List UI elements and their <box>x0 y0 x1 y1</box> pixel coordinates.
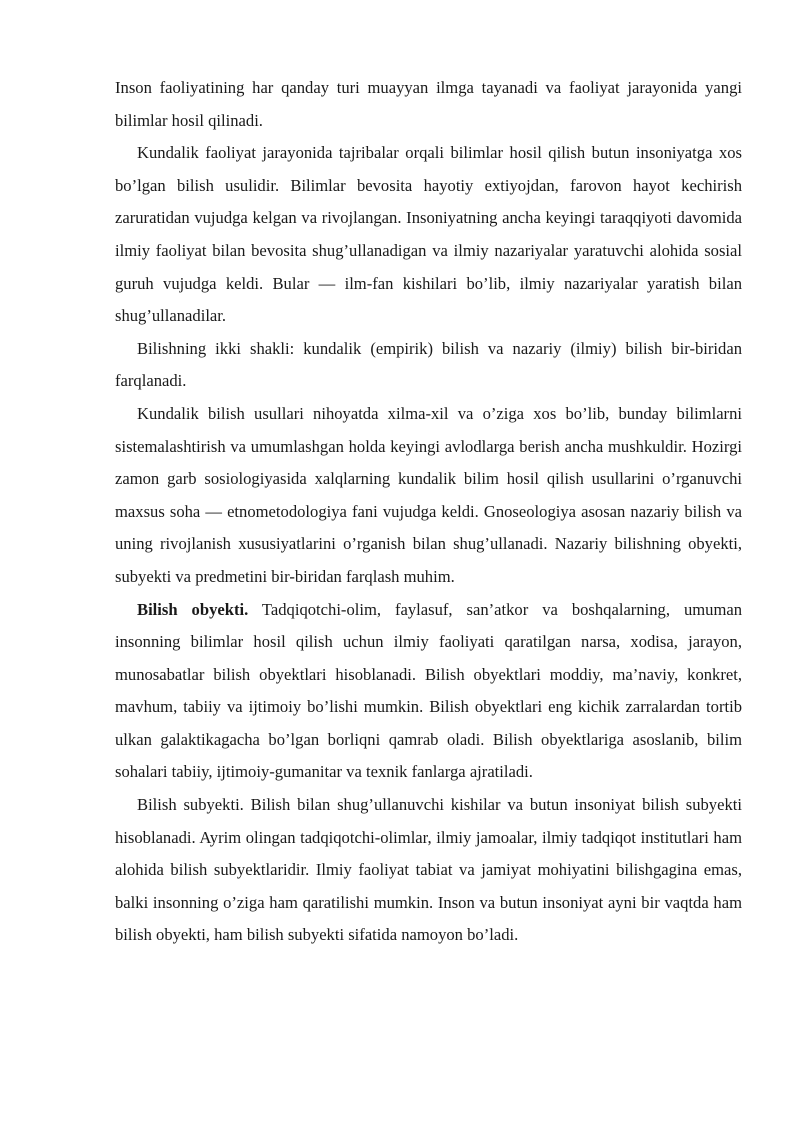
paragraph-text: Bilish subyekti. Bilish bilan shug’ullanuvchi kishilar va butun insoniyat bilish subyekti hisoblanadi. Ayrim olingan tadqiqotchi-olimlar, ilmiy jamoalar, ilmiy tadqiqot institutlari ham alohida bilish subyektlaridir. Ilmiy faoliyat tabiat va jamiyat mohiyatini bilishgagina emas, balki insonning o’ziga ham qaratilishi mumkin. Inson va butun insoniyat ayni bir vaqtda ham bilish obyekti, ham bilish subyekti sifatida namoyon bo’ladi. <box>115 795 742 945</box>
paragraph-text: Inson faoliyatining har qanday turi muayyan ilmga tayanadi va faoliyat jarayonida yangi bilimlar hosil qilinadi. <box>115 78 742 130</box>
document-page <box>115 72 742 952</box>
paragraph-lead-heading: Bilish obyekti. <box>137 599 249 619</box>
paragraph-3 <box>115 333 742 398</box>
paragraph-5 <box>115 594 742 790</box>
paragraph-text: Kundalik faoliyat jarayonida tajribalar orqali bilimlar hosil qilish butun insoniyatga xos bo’lgan bilish usulidir. Bilimlar bevosita hayotiy extiyojdan, farovon hayot kechirish zaruratidan vujudga kelgan va rivojlangan. Insoniyatning ancha keyingi taraqqiyoti davomida ilmiy faoliyat bilan bevosita shug’ullanadigan va ilmiy nazariyalar yaratuvchi alohida sosial guruh vujudga keldi. Bular — ilm-fan kishilari bo’lib, ilmiy nazariyalar yaratish bilan shug’ullanadilar. <box>115 143 742 326</box>
paragraph-6 <box>115 789 742 952</box>
paragraph-2 <box>115 137 742 333</box>
paragraph-text: Tadqiqotchi-olim, faylasuf, san’atkor va boshqalarning, umuman insonning bilimlar hosil qilish uchun ilmiy faoliyati qaratilgan narsa, xodisa, jarayon, munosabatlar bilish obyektlari hisoblanadi. Bilish obyektlari moddiy, ma’naviy, konkret, mavhum, tabiiy va ijtimoiy bo’lishi mumkin. Bilish obyektlari eng kichik zarralardan tortib ulkan galaktikagacha bo’lgan borliqni qamrab oladi. Bilish obyektlariga asoslanib, bilim sohalari tabiiy, ijtimoiy-gumanitar va texnik fanlarga ajratiladi. <box>115 599 743 782</box>
paragraph-text: Kundalik bilish usullari nihoyatda xilma-xil va o’ziga xos bo’lib, bunday bilimlarni sistemalashtirish va umumlashgan holda keyingi avlodlarga berish ancha mushkuldir. Hozirgi zamon garb sosiologiyasida xalqlarning kundalik bilim hosil qilish usullarini o’rganuvchi maxsus soha — etnometodologiya fani vujudga keldi. Gnoseologiya asosan nazariy bilish va uning rivojlanish xususiyatlarini o’rganish bilan shug’ullanadi. Nazariy bilishning obyekti, subyekti va predmetini bir-biridan farqlash muhim. <box>115 403 742 586</box>
paragraph-text: Bilishning ikki shakli: kundalik (empirik) bilish va nazariy (ilmiy) bilish bir-biridan farqlanadi. <box>115 338 742 391</box>
paragraph-4 <box>115 398 742 594</box>
paragraph-1 <box>115 72 742 137</box>
